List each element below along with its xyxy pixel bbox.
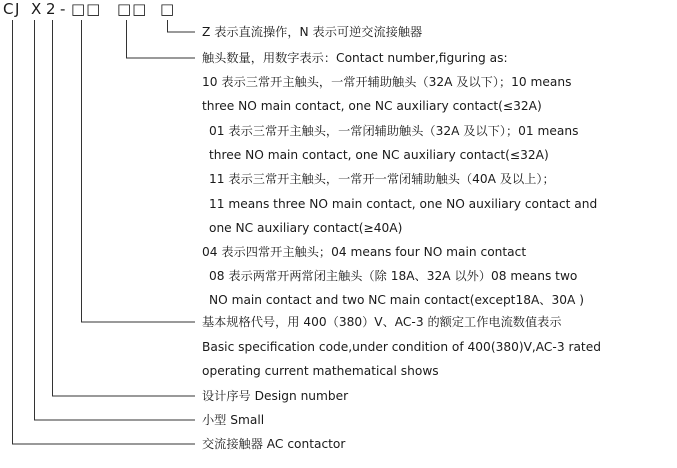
- design-number-text: 设计序号 Design number: [202, 389, 349, 403]
- contact-number-heading: 触头数量，用数字表示：Contact number,figuring as:: [202, 51, 508, 65]
- leader-spec-code: [82, 20, 196, 322]
- code-letter-x: X: [31, 0, 43, 18]
- contact-04-text: 04 表示四常开主触头；04 means four NO main contact: [202, 245, 527, 259]
- contact-10-en: three NO main contact, one NC auxiliary contact(≤32A): [202, 99, 542, 113]
- small-text: 小型 Small: [202, 413, 265, 427]
- code-digit-2: 2: [46, 0, 57, 18]
- operation-type-text: Z 表示直流操作，N 表示可逆交流接触器: [202, 25, 423, 39]
- code-box-operation: □: [160, 0, 176, 18]
- code-letter-c: C: [3, 0, 15, 18]
- code-box-spec: □□: [71, 0, 102, 18]
- contact-11-cn: 11 表示三常开主触头，一常开一常闭辅助触头（40A 及以上）；: [209, 172, 555, 186]
- contact-11-en-1: 11 means three NO main contact, one NO auxiliary contact and: [209, 197, 598, 211]
- spec-code-cn: 基本规格代号，用 400（380）V、AC-3 的额定工作电流数值表示: [202, 315, 562, 329]
- code-letter-j: J: [15, 0, 21, 18]
- contact-01-en: three NO main contact, one NC auxiliary contact(≤32A): [209, 148, 549, 162]
- contact-01-cn: 01 表示三常开主触头，一常闭辅助触头（32A 及以下）；01 means: [209, 124, 579, 138]
- leader-ac-contactor: [13, 20, 196, 444]
- code-dash: -: [60, 0, 67, 18]
- leader-design-number: [53, 20, 196, 396]
- contact-08-en: NO main contact and two NC main contact(except18A、30A ): [209, 293, 584, 307]
- leader-operation-type: [168, 20, 196, 32]
- ac-contactor-text: 交流接触器 AC contactor: [202, 437, 346, 451]
- leader-small: [35, 20, 196, 420]
- code-box-contacts: □□: [117, 0, 148, 18]
- contact-10-cn: 10 表示三常开主触头，一常开辅助触头（32A 及以下）；10 means: [202, 75, 572, 89]
- contact-11-en-2: one NC auxiliary contact(≥40A): [209, 221, 403, 235]
- spec-code-en-1: Basic specification code,under condition of 400(380)V,AC-3 rated: [202, 340, 601, 354]
- leader-contact-number: [127, 20, 196, 58]
- contact-08-cn: 08 表示两常开两常闭主触头（除 18A、32A 以外）08 means two: [209, 269, 578, 283]
- spec-code-en-2: operating current mathematical shows: [202, 364, 439, 378]
